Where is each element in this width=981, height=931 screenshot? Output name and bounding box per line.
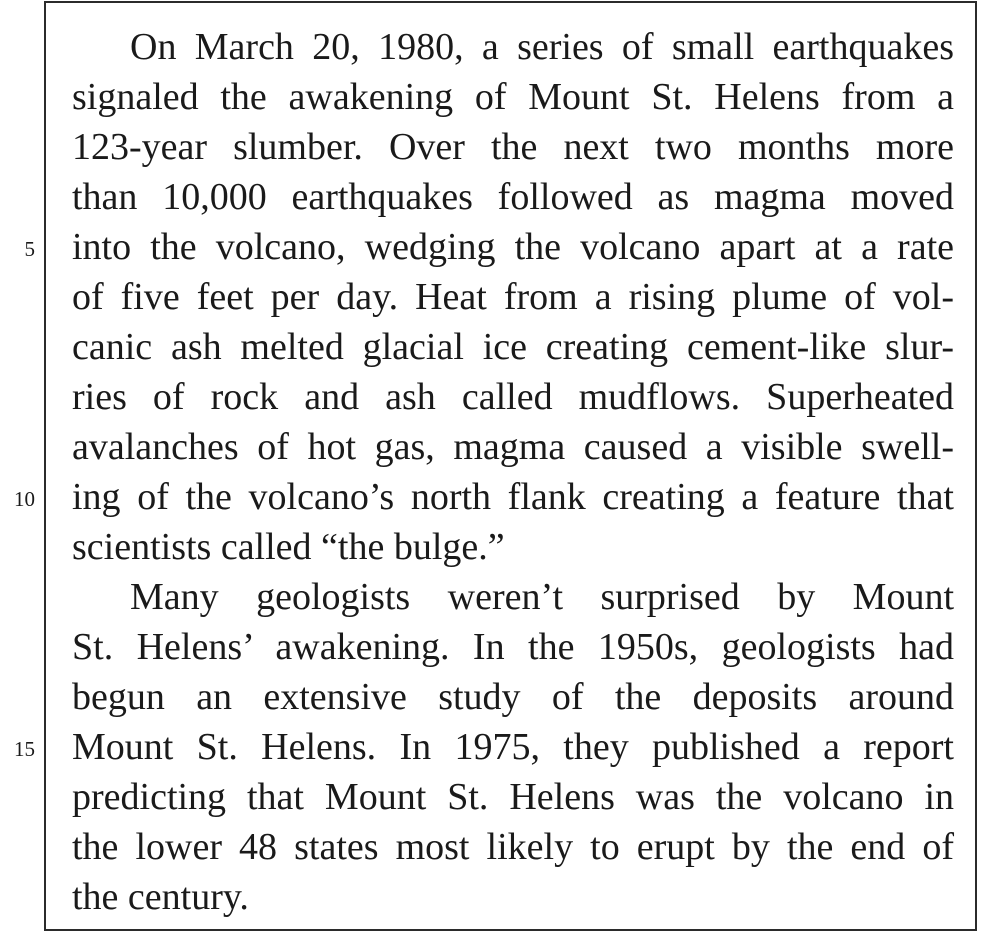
- passage-line-2: signaled the awakening of Mount St. Helens from a: [72, 76, 954, 118]
- passage-line-13: St. Helens’ awakening. In the 1950s, geologists had: [72, 626, 954, 668]
- passage-line-3: 123-year slumber. Over the next two months more: [72, 126, 954, 168]
- passage-line-7: canic ash melted glacial ice creating cement-like slur-: [72, 326, 954, 368]
- line-number-10: 10: [14, 487, 35, 511]
- passage-line-16: predicting that Mount St. Helens was the volcano in: [72, 776, 954, 818]
- passage-line-11: scientists called “the bulge.”: [72, 526, 505, 568]
- line-number-5: 5: [24, 237, 35, 261]
- passage-line-8: ries of rock and ash called mudflows. Superheated: [72, 376, 954, 418]
- passage-line-4: than 10,000 earthquakes followed as magma moved: [72, 176, 954, 218]
- passage-line-6: of five feet per day. Heat from a rising plume of vol-: [72, 276, 954, 318]
- passage-line-12: Many geologists weren’t surprised by Mount: [130, 576, 954, 618]
- passage-line-14: begun an extensive study of the deposits around: [72, 676, 954, 718]
- passage-line-9: avalanches of hot gas, magma caused a visible swell-: [72, 426, 954, 468]
- passage-line-18: the century.: [72, 876, 249, 918]
- passage-line-5: into the volcano, wedging the volcano apart at a rate: [72, 226, 954, 268]
- passage-line-1: On March 20, 1980, a series of small earthquakes: [130, 26, 954, 68]
- line-number-15: 15: [14, 737, 35, 761]
- passage-line-15: Mount St. Helens. In 1975, they published a report: [72, 726, 954, 768]
- passage-line-17: the lower 48 states most likely to erupt by the end of: [72, 826, 954, 868]
- passage-line-10: ing of the volcano’s north flank creating a feature that: [72, 476, 954, 518]
